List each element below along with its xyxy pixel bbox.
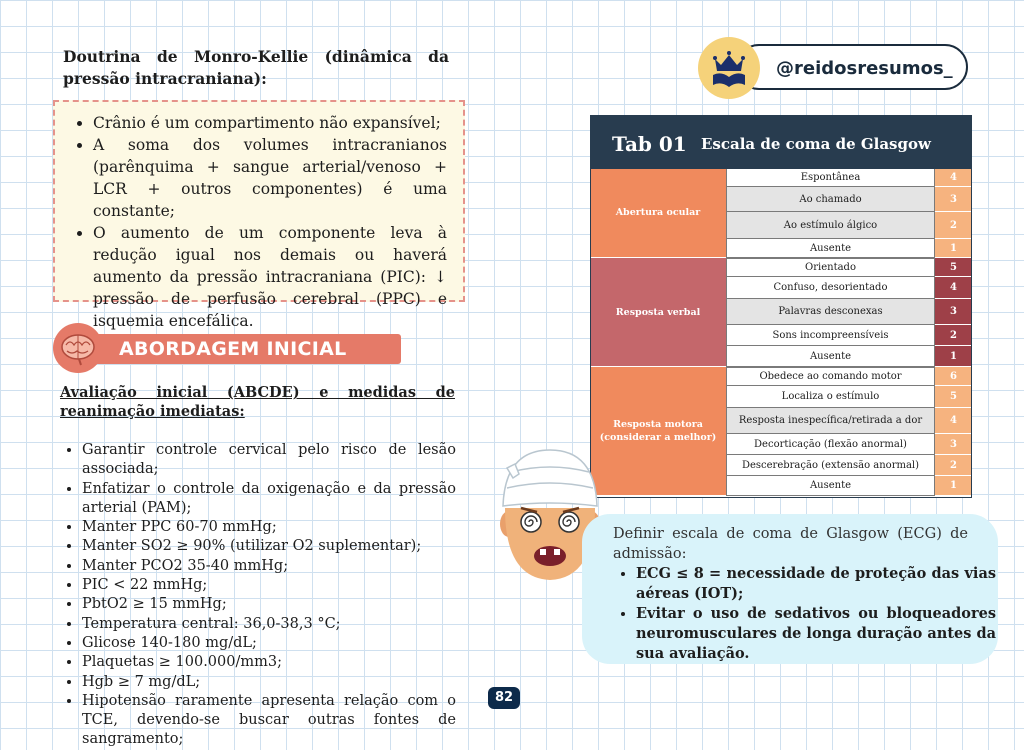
table-row-label: Ausente: [726, 239, 935, 258]
table-row-label: Espontânea: [726, 168, 935, 187]
table-row-label: Orientado: [726, 258, 935, 277]
section-header: [53, 323, 353, 373]
table-row-score: 1: [935, 346, 972, 367]
table-row-label: Confuso, desorientado: [726, 277, 935, 299]
list-item: • A soma dos volumes intracranianos (parênquima + sangue arterial/venoso + LCR + outros componentes) é uma constante;: [93, 134, 447, 222]
table-row-label: Resposta inespecífica/retirada a dor: [726, 408, 935, 434]
glasgow-table: [590, 115, 972, 498]
callout-intro: Definir escala de coma de Glasgow (ECG) de admissão:: [613, 526, 968, 562]
table-header: [590, 115, 972, 168]
category-cell: Abertura ocular: [590, 168, 726, 258]
list-item: • Evitar o uso de sedativos ou bloqueadores neuromusculares de longa duração antes da sua avaliação.: [636, 604, 996, 664]
table-row-score: 1: [935, 476, 972, 496]
table-row-label: Localiza o estímulo: [726, 386, 935, 408]
table-row-label: Palavras desconexas: [726, 299, 935, 325]
brand-handle: @reidosresumos_: [776, 58, 953, 79]
list-item: • Manter PCO2 35-40 mmHg;: [82, 557, 456, 576]
list-item: • Manter PPC 60-70 mmHg;: [82, 518, 456, 537]
section-title: ABORDAGEM INICIAL: [119, 338, 347, 360]
monro-kellie-box: [53, 100, 465, 330]
list-item: • O aumento de um componente leva à redução igual nos demais ou haverá aumento da pressão intracraniana (PIC): ↓ pressão de perfusão cerebral (PPC) e isquemia encefálica.: [93, 222, 447, 332]
table-row-score: 5: [935, 258, 972, 277]
table-row-score: 3: [935, 434, 972, 455]
crown-book-icon: [698, 37, 760, 99]
table-row-label: Ao estímulo álgico: [726, 212, 935, 239]
table-row-label: Ausente: [726, 346, 935, 367]
table-row-label: Sons incompreensíveis: [726, 325, 935, 346]
table-row-label: Ao chamado: [726, 187, 935, 212]
list-item: • Plaquetas ≥ 100.000/mm3;: [82, 653, 456, 672]
list-item: • PIC < 22 mmHg;: [82, 576, 456, 595]
list-item: • Enfatizar o controle da oxigenação e da pressão arterial (PAM);: [82, 480, 456, 519]
table-row-score: 1: [935, 239, 972, 258]
list-item: • Manter SO2 ≥ 90% (utilizar O2 suplementar);: [82, 537, 456, 556]
table-row-score: 2: [935, 212, 972, 239]
table-row-score: 5: [935, 386, 972, 408]
table-row-label: Decorticação (flexão anormal): [726, 434, 935, 455]
table-row-score: 4: [935, 408, 972, 434]
brain-icon: [53, 323, 103, 373]
abcde-list: [60, 441, 456, 750]
table-row-label: Obedece ao comando motor: [726, 367, 935, 386]
monro-kellie-list: [75, 112, 447, 332]
page-number: 82: [488, 687, 520, 709]
table-row-score: 6: [935, 367, 972, 386]
monro-kellie-title: Doutrina de Monro-Kellie (dinâmica da pressão intracraniana):: [63, 47, 449, 88]
list-item: • ECG ≤ 8 = necessidade de proteção das vias aéreas (IOT);: [636, 564, 996, 604]
table-row-score: 2: [935, 325, 972, 346]
list-item: • Garantir controle cervical pelo risco de lesão associada;: [82, 441, 456, 480]
table-row-score: 3: [935, 299, 972, 325]
table-row-score: 4: [935, 168, 972, 187]
list-item: • Temperatura central: 36,0-38,3 °C;: [82, 615, 456, 634]
table-row-score: 2: [935, 455, 972, 476]
list-item: • Glicose 140-180 mg/dL;: [82, 634, 456, 653]
list-item: • Hgb ≥ 7 mg/dL;: [82, 673, 456, 692]
table-row-label: Ausente: [726, 476, 935, 496]
list-item: • Crânio é um compartimento não expansível;: [93, 112, 447, 134]
category-cell: Resposta verbal: [590, 258, 726, 367]
category-cell: Resposta motora (considerar a melhor): [590, 367, 726, 496]
callout-list: [614, 564, 996, 664]
list-item: • PbtO2 ≥ 15 mmHg;: [82, 595, 456, 614]
list-item: • Hipotensão raramente apresenta relação com o TCE, devendo-se buscar outras fontes de sangramento;: [82, 692, 456, 750]
table-row-label: Descerebração (extensão anormal): [726, 455, 935, 476]
glasgow-callout: [582, 514, 998, 664]
table-row-score: 4: [935, 277, 972, 299]
abcde-title: Avaliação inicial (ABCDE) e medidas de reanimação imediatas:: [60, 384, 455, 420]
table-row-score: 3: [935, 187, 972, 212]
table-number: Tab 01: [612, 132, 687, 156]
brand-handle-pill: [736, 44, 968, 90]
table-title: Escala de coma de Glasgow: [701, 135, 931, 153]
